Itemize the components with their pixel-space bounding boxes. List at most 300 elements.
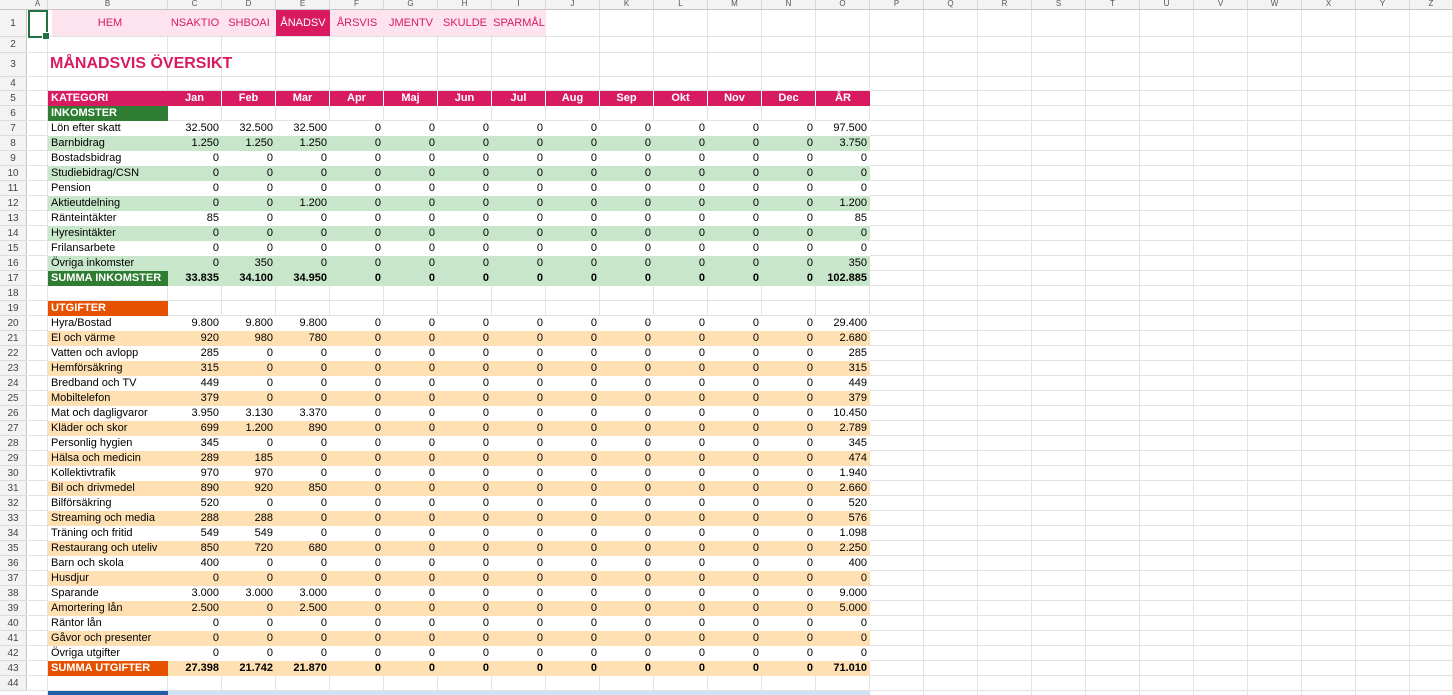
row-header-24[interactable]: 24: [0, 376, 27, 391]
month-value: 0: [222, 196, 276, 211]
row-header-15[interactable]: 15: [0, 241, 27, 256]
month-value: 1.250: [168, 136, 222, 151]
category-label: Aktieutdelning: [48, 196, 168, 211]
nav-tab-3[interactable]: ÅNADSV: [276, 10, 330, 36]
month-value: 0: [276, 616, 330, 631]
year-total: 1.200: [816, 196, 870, 211]
month-value: 0: [600, 556, 654, 571]
month-value: 9.800: [168, 316, 222, 331]
column-header-t[interactable]: T: [1086, 0, 1140, 9]
month-value: 0: [276, 526, 330, 541]
row-header-23[interactable]: 23: [0, 361, 27, 376]
row-header-36[interactable]: 36: [0, 556, 27, 571]
month-value: 0: [330, 481, 384, 496]
row-header-17[interactable]: 17: [0, 271, 27, 286]
month-value: 0: [708, 436, 762, 451]
row-header-12[interactable]: 12: [0, 196, 27, 211]
nav-tab-0[interactable]: HEM: [52, 10, 168, 36]
month-value: 0: [384, 496, 438, 511]
gridline: [28, 52, 1453, 53]
gridline: [1409, 10, 1410, 695]
column-header-y[interactable]: Y: [1356, 0, 1410, 9]
column-header-r[interactable]: R: [978, 0, 1032, 9]
month-value: 890: [276, 421, 330, 436]
month-value: 0: [546, 421, 600, 436]
column-header-k[interactable]: K: [600, 0, 654, 9]
month-value: 0: [600, 601, 654, 616]
category-label: Ränteintäkter: [48, 211, 168, 226]
category-label: Bil och drivmedel: [48, 481, 168, 496]
month-value: 0: [762, 406, 816, 421]
column-header-l[interactable]: L: [654, 0, 708, 9]
month-value: 0: [600, 166, 654, 181]
category-label: Husdjur: [48, 571, 168, 586]
month-value: 0: [546, 391, 600, 406]
month-value: 0: [276, 151, 330, 166]
month-value: 0: [600, 481, 654, 496]
column-header-d[interactable]: D: [222, 0, 276, 9]
month-value: 0: [384, 571, 438, 586]
month-value: 0: [546, 436, 600, 451]
month-header-feb: Feb: [222, 91, 276, 106]
category-label: Restaurang och uteliv: [48, 541, 168, 556]
column-header-q[interactable]: Q: [924, 0, 978, 9]
month-value: 0: [600, 181, 654, 196]
month-value: 0: [384, 466, 438, 481]
month-value: 0: [168, 151, 222, 166]
column-header-e[interactable]: E: [276, 0, 330, 9]
month-value: 0: [546, 451, 600, 466]
month-value: 0: [168, 196, 222, 211]
month-value: 0: [438, 376, 492, 391]
month-value: 0: [600, 346, 654, 361]
month-value: 0: [546, 376, 600, 391]
month-value: 0: [168, 241, 222, 256]
month-value: 0: [222, 496, 276, 511]
month-value: 0: [654, 571, 708, 586]
row-header-35[interactable]: 35: [0, 541, 27, 556]
month-value: 0: [546, 601, 600, 616]
month-value: 0: [384, 121, 438, 136]
sum-value: 0: [546, 271, 600, 286]
sum-value: 0: [600, 661, 654, 676]
column-header-b[interactable]: B: [48, 0, 168, 9]
month-value: 0: [654, 556, 708, 571]
nav-tab-7[interactable]: SPARMÅL: [492, 10, 546, 36]
gridline: [28, 300, 1453, 301]
sum-value: 27.398: [168, 661, 222, 676]
month-value: 0: [546, 646, 600, 661]
year-total: 2.660: [816, 481, 870, 496]
month-value: 0: [654, 331, 708, 346]
month-value: 1.200: [222, 421, 276, 436]
month-value: 0: [438, 421, 492, 436]
month-value: 0: [654, 226, 708, 241]
month-value: 0: [546, 166, 600, 181]
month-value: 185: [222, 451, 276, 466]
month-value: 2.500: [168, 601, 222, 616]
category-header: KATEGORI: [48, 91, 168, 106]
sum-value: 0: [438, 271, 492, 286]
month-value: 3.000: [168, 586, 222, 601]
month-value: 0: [546, 181, 600, 196]
nav-tab-6[interactable]: SKULDE: [438, 10, 492, 36]
row-header-43[interactable]: 43: [0, 661, 27, 676]
month-value: 0: [222, 556, 276, 571]
month-value: 0: [438, 391, 492, 406]
month-value: 0: [222, 181, 276, 196]
month-value: 0: [384, 136, 438, 151]
year-total: 2.680: [816, 331, 870, 346]
month-value: 0: [708, 196, 762, 211]
month-value: 0: [492, 121, 546, 136]
row-header-10[interactable]: 10: [0, 166, 27, 181]
nav-tab-5[interactable]: JMENTV: [384, 10, 438, 36]
month-header-okt: Okt: [654, 91, 708, 106]
month-value: 0: [438, 406, 492, 421]
column-header-c[interactable]: C: [168, 0, 222, 9]
column-header-w[interactable]: W: [1248, 0, 1302, 9]
month-value: 315: [168, 361, 222, 376]
month-value: 3.000: [276, 586, 330, 601]
sum-value: 0: [654, 661, 708, 676]
month-value: 0: [600, 121, 654, 136]
month-value: 0: [546, 631, 600, 646]
row-header-20[interactable]: 20: [0, 316, 27, 331]
month-value: 0: [600, 541, 654, 556]
row-header-38[interactable]: 38: [0, 586, 27, 601]
month-value: 0: [492, 166, 546, 181]
category-label: Hyresintäkter: [48, 226, 168, 241]
category-label: Övriga inkomster: [48, 256, 168, 271]
row-header-32[interactable]: 32: [0, 496, 27, 511]
month-value: 850: [276, 481, 330, 496]
month-value: 970: [222, 466, 276, 481]
row-header-25[interactable]: 25: [0, 391, 27, 406]
month-value: 0: [222, 646, 276, 661]
column-header-n[interactable]: N: [762, 0, 816, 9]
month-value: 0: [492, 541, 546, 556]
month-value: 0: [762, 526, 816, 541]
year-total: 0: [816, 646, 870, 661]
month-value: 0: [762, 541, 816, 556]
month-value: 0: [708, 421, 762, 436]
month-value: 0: [654, 316, 708, 331]
category-label: Studiebidrag/CSN: [48, 166, 168, 181]
month-value: 0: [762, 361, 816, 376]
category-label: Mat och dagligvaror: [48, 406, 168, 421]
year-total: 2.789: [816, 421, 870, 436]
month-value: 0: [492, 601, 546, 616]
month-value: 0: [438, 571, 492, 586]
month-value: 2.500: [276, 601, 330, 616]
month-value: 0: [546, 571, 600, 586]
category-label: Frilansarbete: [48, 241, 168, 256]
month-value: 0: [708, 166, 762, 181]
month-value: 0: [708, 406, 762, 421]
month-value: 0: [600, 496, 654, 511]
month-value: 289: [168, 451, 222, 466]
row-header-7[interactable]: 7: [0, 121, 27, 136]
month-value: 0: [654, 166, 708, 181]
month-value: 0: [546, 541, 600, 556]
month-value: 0: [546, 316, 600, 331]
month-value: 0: [330, 196, 384, 211]
month-value: 0: [654, 466, 708, 481]
column-header-u[interactable]: U: [1140, 0, 1194, 9]
month-value: 0: [492, 436, 546, 451]
column-header-s[interactable]: S: [1032, 0, 1086, 9]
row-header-13[interactable]: 13: [0, 211, 27, 226]
column-header-x[interactable]: X: [1302, 0, 1356, 9]
row-header-6[interactable]: 6: [0, 106, 27, 121]
column-header-p[interactable]: P: [870, 0, 924, 9]
row-header-18[interactable]: 18: [0, 286, 27, 301]
month-value: 0: [384, 511, 438, 526]
month-value: 0: [384, 391, 438, 406]
sum-value: 0: [762, 661, 816, 676]
month-value: 0: [762, 226, 816, 241]
month-value: 0: [330, 241, 384, 256]
row-header-40[interactable]: 40: [0, 616, 27, 631]
row-header-8[interactable]: 8: [0, 136, 27, 151]
month-value: 0: [384, 406, 438, 421]
month-value: 0: [492, 421, 546, 436]
month-value: 0: [438, 646, 492, 661]
gridline: [977, 10, 978, 695]
row-header-28[interactable]: 28: [0, 436, 27, 451]
month-value: 0: [492, 616, 546, 631]
month-value: 0: [654, 616, 708, 631]
category-label: Hemförsäkring: [48, 361, 168, 376]
category-label: Amortering lån: [48, 601, 168, 616]
year-total: 1.940: [816, 466, 870, 481]
month-value: 0: [546, 196, 600, 211]
row-header-44[interactable]: 44: [0, 676, 27, 691]
month-value: 0: [546, 616, 600, 631]
month-value: 920: [222, 481, 276, 496]
sum-value: 21.870: [276, 661, 330, 676]
month-value: 0: [654, 496, 708, 511]
month-value: 0: [222, 211, 276, 226]
month-value: 0: [546, 136, 600, 151]
month-value: 0: [384, 451, 438, 466]
row-header-14[interactable]: 14: [0, 226, 27, 241]
category-label: Övriga utgifter: [48, 646, 168, 661]
month-value: 720: [222, 541, 276, 556]
month-value: 920: [168, 331, 222, 346]
month-value: 0: [330, 451, 384, 466]
month-value: 0: [222, 571, 276, 586]
month-value: 0: [546, 346, 600, 361]
row-header-37[interactable]: 37: [0, 571, 27, 586]
column-header-f[interactable]: F: [330, 0, 384, 9]
row-header-21[interactable]: 21: [0, 331, 27, 346]
expenses-section-label: UTGIFTER: [48, 301, 168, 316]
column-header-h[interactable]: H: [438, 0, 492, 9]
month-value: 0: [546, 331, 600, 346]
month-value: 0: [330, 256, 384, 271]
column-header-m[interactable]: M: [708, 0, 762, 9]
month-value: 0: [708, 331, 762, 346]
month-value: 0: [654, 421, 708, 436]
month-value: 0: [438, 616, 492, 631]
month-value: 0: [492, 571, 546, 586]
month-value: 0: [438, 331, 492, 346]
month-value: 0: [492, 181, 546, 196]
month-value: 0: [600, 226, 654, 241]
month-value: 0: [708, 556, 762, 571]
column-header-i[interactable]: I: [492, 0, 546, 9]
month-value: 0: [330, 556, 384, 571]
row-header-22[interactable]: 22: [0, 346, 27, 361]
row-header-3[interactable]: 3: [0, 53, 27, 77]
month-value: 0: [708, 631, 762, 646]
month-value: 0: [546, 406, 600, 421]
sum-value: 0: [438, 661, 492, 676]
nav-tab-1[interactable]: NSAKTIO: [168, 10, 222, 36]
column-header-z[interactable]: Z: [1410, 0, 1453, 9]
month-value: 0: [492, 556, 546, 571]
month-value: 0: [492, 496, 546, 511]
month-value: 0: [438, 481, 492, 496]
month-value: 0: [438, 181, 492, 196]
column-header-j[interactable]: J: [546, 0, 600, 9]
month-value: 0: [600, 196, 654, 211]
row-header-42[interactable]: 42: [0, 646, 27, 661]
year-total: 285: [816, 346, 870, 361]
active-cell-selection[interactable]: [28, 10, 48, 38]
month-value: 0: [546, 211, 600, 226]
month-value: 0: [762, 196, 816, 211]
sum-value: 0: [654, 271, 708, 286]
month-value: 0: [546, 151, 600, 166]
month-value: 0: [546, 511, 600, 526]
month-value: 0: [600, 421, 654, 436]
month-value: 520: [168, 496, 222, 511]
month-value: 0: [438, 226, 492, 241]
category-label: El och värme: [48, 331, 168, 346]
month-value: 0: [654, 241, 708, 256]
month-value: 0: [330, 151, 384, 166]
gridline: [28, 76, 1453, 77]
month-value: 0: [654, 256, 708, 271]
row-header-39[interactable]: 39: [0, 601, 27, 616]
month-value: 0: [600, 466, 654, 481]
row-header-30[interactable]: 30: [0, 466, 27, 481]
month-value: 0: [276, 646, 330, 661]
column-header-v[interactable]: V: [1194, 0, 1248, 9]
month-value: 0: [708, 256, 762, 271]
month-value: 0: [438, 316, 492, 331]
month-value: 0: [546, 226, 600, 241]
month-value: 0: [276, 226, 330, 241]
month-value: 0: [168, 571, 222, 586]
row-header-29[interactable]: 29: [0, 451, 27, 466]
row-header-33[interactable]: 33: [0, 511, 27, 526]
sum-value: 0: [384, 661, 438, 676]
month-value: 288: [168, 511, 222, 526]
month-value: 680: [276, 541, 330, 556]
month-value: 0: [492, 466, 546, 481]
month-value: 0: [222, 436, 276, 451]
month-value: 0: [762, 481, 816, 496]
month-value: 0: [168, 256, 222, 271]
sum-value: 34.950: [276, 271, 330, 286]
row-header-27[interactable]: 27: [0, 421, 27, 436]
year-total: 3.750: [816, 136, 870, 151]
row-header-2[interactable]: 2: [0, 37, 27, 53]
month-value: 0: [438, 511, 492, 526]
sum-value: 0: [492, 661, 546, 676]
month-value: 549: [168, 526, 222, 541]
month-value: 0: [762, 331, 816, 346]
year-total: 0: [816, 241, 870, 256]
month-value: 0: [492, 196, 546, 211]
row-header-4[interactable]: 4: [0, 77, 27, 91]
month-value: 0: [708, 541, 762, 556]
month-value: 699: [168, 421, 222, 436]
month-value: 0: [708, 151, 762, 166]
row-header-19[interactable]: 19: [0, 301, 27, 316]
row-header-34[interactable]: 34: [0, 526, 27, 541]
month-header-maj: Maj: [384, 91, 438, 106]
month-value: 0: [762, 181, 816, 196]
row-header-41[interactable]: 41: [0, 631, 27, 646]
year-total: 400: [816, 556, 870, 571]
month-value: 0: [600, 406, 654, 421]
month-value: 0: [438, 196, 492, 211]
nav-tab-4[interactable]: ÅRSVIS: [330, 10, 384, 36]
category-label: Bostadsbidrag: [48, 151, 168, 166]
year-total: 0: [816, 151, 870, 166]
nav-tab-2[interactable]: SHBOAI: [222, 10, 276, 36]
sum-value: 0: [492, 271, 546, 286]
month-value: 0: [492, 361, 546, 376]
month-value: 0: [330, 226, 384, 241]
row-header-16[interactable]: 16: [0, 256, 27, 271]
month-value: 0: [492, 646, 546, 661]
month-value: 0: [438, 601, 492, 616]
month-value: 0: [708, 136, 762, 151]
year-total: 576: [816, 511, 870, 526]
month-value: 0: [600, 391, 654, 406]
year-total: 449: [816, 376, 870, 391]
month-value: 0: [762, 511, 816, 526]
column-header-a[interactable]: A: [28, 0, 48, 9]
year-total: 10.450: [816, 406, 870, 421]
row-header-31[interactable]: 31: [0, 481, 27, 496]
next-section-band-fill: [168, 691, 870, 695]
column-header-g[interactable]: G: [384, 0, 438, 9]
row-header-26[interactable]: 26: [0, 406, 27, 421]
row-header-1[interactable]: 1: [0, 10, 27, 37]
year-total: 1.098: [816, 526, 870, 541]
row-header-5[interactable]: 5: [0, 91, 27, 106]
month-value: 0: [654, 451, 708, 466]
row-header-11[interactable]: 11: [0, 181, 27, 196]
month-value: 0: [222, 376, 276, 391]
category-label: Hälsa och medicin: [48, 451, 168, 466]
column-header-o[interactable]: O: [816, 0, 870, 9]
year-total: 0: [816, 181, 870, 196]
month-value: 0: [222, 226, 276, 241]
row-header-9[interactable]: 9: [0, 151, 27, 166]
month-value: 0: [222, 391, 276, 406]
month-value: 0: [654, 511, 708, 526]
month-value: 32.500: [276, 121, 330, 136]
gridline: [1139, 10, 1140, 695]
